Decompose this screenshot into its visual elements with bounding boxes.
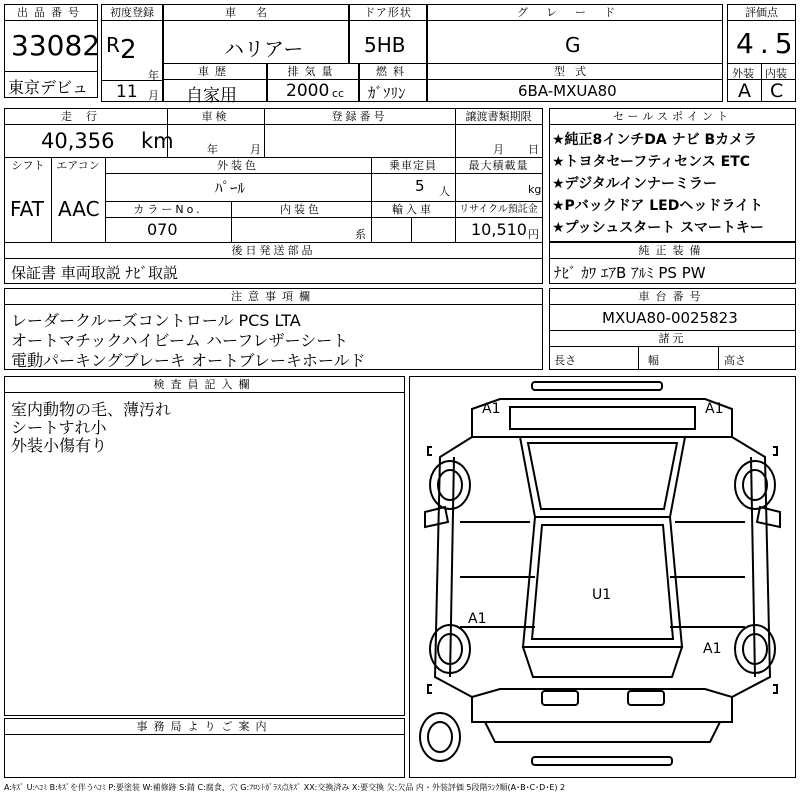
sales-point: ★トヨタセーフティセンス ETC <box>552 154 751 170</box>
score-box <box>727 4 799 102</box>
fuel-box <box>359 63 427 102</box>
notes-box <box>4 288 543 370</box>
registration-year-unit: 年 <box>148 69 159 82</box>
notes-line: オートマチックハイビーム ハーフレザーシート <box>11 331 349 350</box>
recycle-value: 10,510 <box>471 220 527 239</box>
office-box <box>4 718 405 778</box>
history-label: 車歴 <box>164 64 266 80</box>
grade-value: G <box>565 33 581 57</box>
reg-number-label: 登録番号 <box>331 110 388 123</box>
sales-points-label: セールスポイント <box>550 109 795 125</box>
notes-label: 注意事項欄 <box>5 289 542 305</box>
interior-color-label: 内装色 <box>280 203 322 216</box>
later-parts-label: 後日発送部品 <box>231 244 316 257</box>
mileage-label: 走行 <box>61 110 111 123</box>
inspection-month-unit: 月 <box>250 143 261 156</box>
inspection-year-unit: 年 <box>207 143 218 156</box>
office-label: 事務局よりご案内 <box>5 719 404 735</box>
door-type-label: ドア形状 <box>350 5 426 21</box>
lot-box <box>4 4 101 98</box>
inspector-label: 検査員記入欄 <box>5 377 404 393</box>
lot-number: 33082 <box>11 29 101 62</box>
mark-front-left: A1 <box>482 401 501 417</box>
aircon-value: AAC <box>58 197 100 221</box>
transfer-month-unit: 月 <box>493 143 504 156</box>
door-type-value: 5HB <box>364 33 406 57</box>
import-label: 輸入車 <box>392 203 434 216</box>
equipment-box <box>549 242 796 284</box>
inspection-label: 車検 <box>201 110 230 123</box>
car-outline-drawing <box>410 377 795 777</box>
capacity-unit: 人 <box>439 185 450 198</box>
history-box <box>163 63 267 106</box>
shift-label: シフト <box>11 159 45 172</box>
model-code-value: 6BA-MXUA80 <box>518 82 617 100</box>
model-code-box <box>427 63 723 102</box>
registration-era: R <box>106 33 120 57</box>
mark-cabin: U1 <box>592 587 612 603</box>
inspector-line: 外装小傷有り <box>11 436 108 455</box>
color-no-value: 070 <box>147 220 178 239</box>
inspector-line: シートすれ小 <box>11 418 107 437</box>
score-int-label: 内装 <box>765 67 787 80</box>
exterior-color-label: 外装色 <box>217 159 259 172</box>
score-ext-label: 外装 <box>732 67 754 80</box>
shift-value: FAT <box>10 197 45 221</box>
mark-front-right: A1 <box>705 401 724 417</box>
capacity-value: 5 <box>415 177 425 195</box>
score-int: C <box>770 80 784 102</box>
sales-point: ★Pバックドア LEDヘッドライト <box>552 198 763 214</box>
sales-point: ★純正8インチDA ナビ Bカメラ <box>552 132 758 148</box>
score-ext: A <box>738 80 751 102</box>
score-value: 4.5 <box>736 27 799 60</box>
mileage-unit: km <box>141 129 174 153</box>
displacement-unit: cc <box>332 87 345 100</box>
max-load-unit: kg <box>528 183 542 196</box>
mark-rear-left: A1 <box>468 611 487 627</box>
equipment-label: 純正装備 <box>550 243 795 259</box>
inspector-line: 室内動物の毛、薄汚れ <box>11 400 172 419</box>
chassis-value: MXUA80-0025823 <box>602 309 738 327</box>
model-code-label: 型式 <box>428 64 722 80</box>
exterior-color-value: ﾊﾟｰﾙ <box>215 179 246 197</box>
registration-box <box>101 4 163 102</box>
equipment-value: ﾅﾋﾞ ｶﾜ ｴｱB ｱﾙﾐ PS PW <box>554 264 706 282</box>
chassis-box <box>549 288 796 370</box>
notes-line: レーダークルーズコントロール PCS LTA <box>11 311 301 330</box>
displacement-value: 2000 <box>286 81 330 101</box>
notes-line: 電動パーキングブレーキ オートブレーキホールド <box>11 351 366 370</box>
fuel-label: 燃料 <box>360 64 426 80</box>
car-diagram <box>409 376 796 778</box>
later-parts-value: 保証書 車両取説 ﾅﾋﾞ取説 <box>11 264 179 282</box>
recycle-label: リサイクル預託金 <box>459 204 538 215</box>
score-label: 評価点 <box>728 5 795 21</box>
grade-box <box>427 4 723 66</box>
lot-label: 出品番号 <box>5 5 97 21</box>
mark-rear-right: A1 <box>703 641 722 657</box>
recycle-unit: 円 <box>528 228 539 241</box>
car-name-box <box>163 4 349 66</box>
fuel-value: ｶﾞｿﾘﾝ <box>368 84 406 102</box>
registration-label: 初度登録 <box>102 5 162 21</box>
sales-point: ★プッシュスタート スマートキー <box>552 220 764 236</box>
grade-label: グレード <box>428 5 722 21</box>
sales-points-box <box>549 108 796 242</box>
interior-color-unit: 系 <box>355 228 366 241</box>
history-value: 自家用 <box>186 86 237 106</box>
registration-year: 2 <box>120 35 137 65</box>
chassis-label: 車台番号 <box>550 289 795 305</box>
max-load-label: 最大積載量 <box>468 159 529 172</box>
specs-length: 長さ <box>554 354 576 367</box>
transfer-label: 譲渡書類期限 <box>465 110 532 123</box>
transfer-day-unit: 日 <box>528 143 539 156</box>
mileage-value: 40,356 <box>41 129 115 153</box>
specs-label: 諸元 <box>658 332 687 345</box>
aircon-label: エアコン <box>56 159 100 172</box>
displacement-box <box>267 63 359 102</box>
mid-grid <box>4 108 543 284</box>
capacity-label: 乗車定員 <box>389 159 437 172</box>
lot-venue: 東京デビュ <box>8 78 89 97</box>
registration-month: 11 <box>116 82 138 102</box>
registration-month-unit: 月 <box>148 89 159 102</box>
inspector-box <box>4 376 405 716</box>
car-name-value: ハリアー <box>224 37 304 61</box>
door-type-box <box>349 4 427 66</box>
sales-point: ★デジタルインナーミラー <box>552 176 718 192</box>
displacement-label: 排気量 <box>268 64 358 80</box>
legend: A:ｷｽﾞ U:ﾍｺﾐ B:ｷｽﾞを伴うﾍｺﾐ P:要塗装 W:補修跡 S:錆 C:腐食、穴 G:ﾌﾛﾝﾄｶﾞﾗｽ点ｷｽﾞ XX:交換済み X:要交換 欠:欠品 内・外装評価 5段階ﾗﾝｸ順(A･B･C･D･E) 2 <box>4 783 566 792</box>
car-name-label: 車名 <box>164 5 348 21</box>
specs-height: 高さ <box>724 354 746 367</box>
color-no-label: カラーNo. <box>133 203 203 216</box>
specs-width: 幅 <box>648 354 659 367</box>
